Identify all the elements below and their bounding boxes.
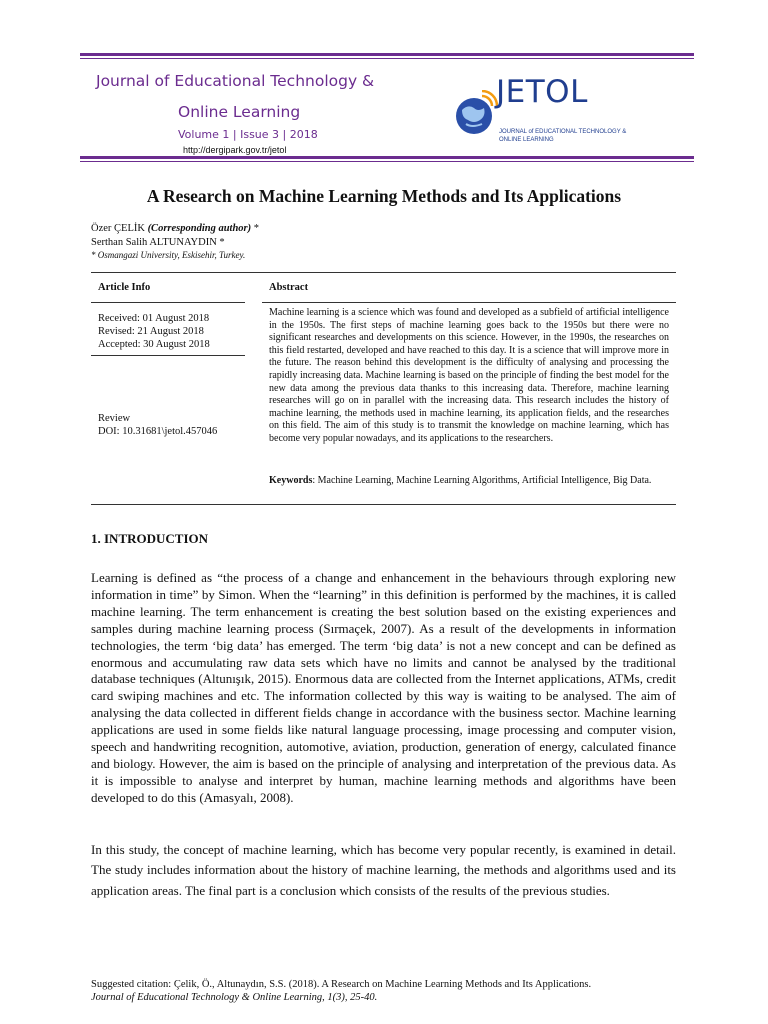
article-type: Review xyxy=(98,413,131,424)
logo-subtitle-line-2: ONLINE LEARNING xyxy=(499,137,554,143)
author-1-name: Özer ÇELİK xyxy=(91,223,145,234)
affiliation: * Osmangazi University, Eskisehir, Turkey. xyxy=(91,250,246,260)
header-rule-thin-bottom xyxy=(80,161,694,162)
abstract-header-rule xyxy=(262,302,676,303)
accepted-date: Accepted: 30 August 2018 xyxy=(98,339,210,350)
journal-title-line-1: Journal of Educational Technology & xyxy=(96,72,375,90)
logo-name: JETOL xyxy=(496,74,588,110)
intro-paragraph-2: In this study, the concept of machine learning, which has become very popular recently, is examined in detail. The study includes information about the history of machine learning, the methods and algorithms used and its application areas. The final part is a conclusion which consists of the results of the previous studies. xyxy=(91,842,676,898)
suggested-citation-line-1: Suggested citation: Çelik, Ö., Altunaydın, S.S. (2018). A Research on Machine Learning Methods and Its Applications. xyxy=(91,979,592,990)
header-rule-thick xyxy=(80,53,694,56)
header-rule-thin xyxy=(80,58,694,59)
keywords xyxy=(269,475,669,488)
author-2: Serthan Salih ALTUNAYDIN * xyxy=(91,237,225,248)
journal-url-link[interactable]: http://dergipark.gov.tr/jetol xyxy=(183,145,287,155)
table-bottom-rule xyxy=(91,504,676,505)
author-1-mark: * xyxy=(253,223,260,234)
suggested-citation-line-2 xyxy=(91,992,377,1003)
keywords-label: Keywords xyxy=(269,475,313,486)
section-heading-introduction: 1. INTRODUCTION xyxy=(91,531,209,546)
keywords-list: : Machine Learning, Machine Learning Algorithms, Artificial Intelligence, Big Data. xyxy=(312,475,652,486)
author-1 xyxy=(91,223,259,234)
journal-issue: Volume 1 | Issue 3 | 2018 xyxy=(178,128,318,141)
citation-journal: Journal of Educational Technology & Online Learning, 1(3), 25-40. xyxy=(91,992,378,1003)
article-info-heading: Article Info xyxy=(98,282,151,293)
table-top-rule xyxy=(91,272,676,273)
doi-link[interactable]: DOI: 10.31681\jetol.457046 xyxy=(98,426,218,437)
article-info-dates-rule xyxy=(91,355,245,356)
received-date: Received: 01 August 2018 xyxy=(98,313,210,324)
abstract-text: Machine learning is a science which was found and developed as a subfield of artificial intelligence in the 1950s. The first steps of machine learning goes back to the 1950s but there were no significant researches and developments on this science. However, in the 1990s, the researches on this field restarted, developed and have reached to this day. It is a science that will improve more in the future. The reason behind this development is the difficulty of analysing and processing the rapidly increasing data. Machine learning is based on the principle of finding the best model for the new data among the previous data thanks to this increasing data. Therefore, machine learning researches will go on in parallel with the increasing data. This research includes the history of machine learning, the methods used in machine learning, its application fields, and the researches on this field. The aim of this study is to transmit the knowledge on machine learning, which has become very popular nowadays, and its applications to the researchers. xyxy=(269,307,669,444)
paper-title: A Research on Machine Learning Methods and Its Applications xyxy=(146,186,622,206)
abstract-heading: Abstract xyxy=(269,282,309,293)
header-rule-thick-bottom xyxy=(80,156,694,159)
globe-icon xyxy=(452,90,498,136)
article-info-header-rule xyxy=(91,302,245,303)
logo-subtitle-line-1: JOURNAL of EDUCATIONAL TECHNOLOGY & xyxy=(499,129,627,135)
intro-paragraph-1: Learning is defined as “the process of a change and enhancement in the behaviours through exploring new information in time” by Simon. When the “learning” in this definition is performed by the machines, it is called machine learning. The term enhancement is creating the best solution based on the existing experiences and samples during machine learning process (Sırmaçek, 2007). As a result of the developments in information technologies, the term ‘big data’ has emerged. The term ‘big data’ is not a new concept and can be defined as enormous and accumulating raw data sets which have no limits and cannot be analysed by the traditional database techniques (Altunışık, 2015). Enormous data are collected from the Internet applications, ATMs, credit card swiping machines and etc. The information collected by this way is waiting to be analysed. The aim of analysing the data collected in different fields change in accordance with the business sector. Machine learning applications are used in some fields like natural language processing, image processing and computer vision, speech and handwriting recognition, automotive, aviation, production, generation of energy, calculated finance and biology. However, the aim is based on the principle of analysing and interpretation of the previous data. As it is impossible to analyse and interpret by human, machine learning methods and algorithms have been developed to do this (Amasyalı, 2008). xyxy=(91,570,676,805)
journal-title-line-2: Online Learning xyxy=(178,103,301,121)
author-1-role: (Corresponding author) xyxy=(147,223,252,234)
jetol-logo xyxy=(446,68,666,148)
revised-date: Revised: 21 August 2018 xyxy=(98,326,204,337)
